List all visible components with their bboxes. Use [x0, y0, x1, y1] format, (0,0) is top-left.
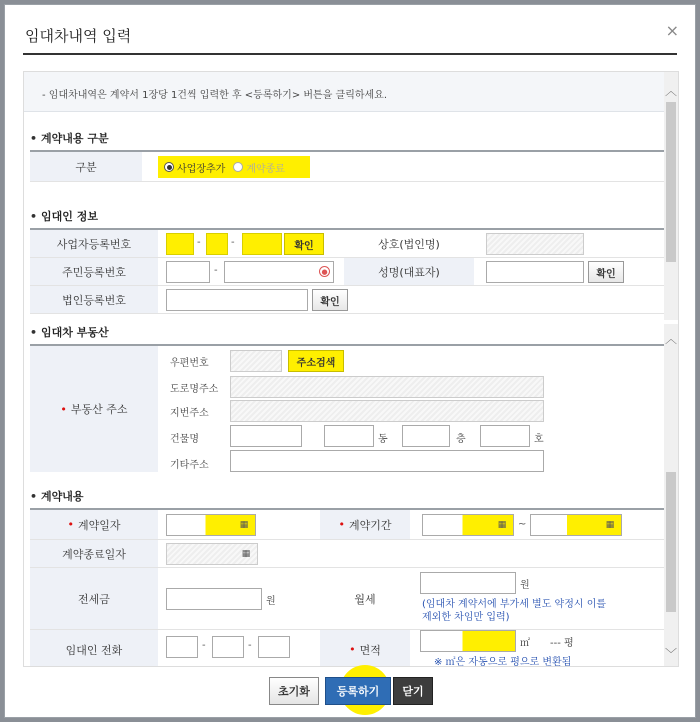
- section-contract-type-title: • 계약내용 구분: [30, 130, 109, 146]
- dash: -: [231, 237, 235, 248]
- contract-date-input[interactable]: [166, 514, 256, 536]
- phone-part3-input[interactable]: [258, 636, 290, 658]
- dialog: [4, 4, 696, 718]
- dong-unit: 동: [378, 434, 388, 445]
- contract-date-label: [30, 510, 158, 539]
- required-mark: •: [338, 518, 345, 531]
- scroll-down-icon[interactable]: ﹀: [664, 647, 677, 661]
- contract-date-label-text: 계약일자: [77, 518, 121, 532]
- contract-type-table: [30, 150, 664, 182]
- resident-no-row: [30, 258, 664, 286]
- end-date-label: 계약종료일자: [30, 540, 158, 567]
- deposit-label: 전세금: [30, 568, 158, 629]
- monthly-rent-note: (임대차 계약서에 부가세 별도 약정시 이를 제외한 차임만 입력): [422, 599, 607, 623]
- end-date-row: [30, 540, 664, 568]
- radio-contract-end[interactable]: [233, 160, 285, 175]
- biz-no-part2-input[interactable]: [206, 233, 228, 255]
- scrollbar-top[interactable]: [664, 72, 678, 320]
- resident-no-label: 주민등록번호: [30, 258, 158, 285]
- floor-input[interactable]: [402, 425, 450, 447]
- address-search-button[interactable]: 주소검색: [288, 350, 344, 372]
- monthly-rent-label: 월세: [320, 568, 410, 629]
- contract-type-row: [30, 152, 664, 182]
- contract-type-radio-group: [158, 156, 310, 178]
- pyeong-value: --- 평: [550, 638, 574, 649]
- ho-input[interactable]: [480, 425, 530, 447]
- lot-address-input[interactable]: [230, 400, 544, 422]
- monthly-rent-input[interactable]: [420, 572, 516, 594]
- tilde: ~: [518, 519, 527, 530]
- calendar-icon[interactable]: ▦: [605, 520, 615, 530]
- close-icon[interactable]: ×: [665, 21, 679, 40]
- property-address-label: [30, 346, 158, 472]
- radio-unchecked-icon[interactable]: [233, 162, 243, 172]
- section-landlord-title: • 임대인 정보: [30, 208, 98, 224]
- corp-no-row: [30, 286, 664, 314]
- monthly-rent-unit: 원: [520, 580, 530, 591]
- required-mark: •: [67, 518, 74, 531]
- contract-table: [30, 508, 664, 667]
- calendar-icon[interactable]: ▦: [497, 520, 507, 530]
- dash: -: [202, 640, 206, 651]
- phone-part1-input[interactable]: [166, 636, 198, 658]
- company-input[interactable]: [486, 233, 584, 255]
- end-date-input[interactable]: [166, 543, 258, 565]
- resident-no-part2-input[interactable]: [224, 261, 334, 283]
- road-address-input[interactable]: [230, 376, 544, 398]
- ho-unit: 호: [534, 434, 544, 445]
- scrollbar-thumb[interactable]: [666, 102, 676, 262]
- dash: -: [248, 640, 252, 651]
- scrollbar-bottom[interactable]: [664, 324, 678, 667]
- building-name-label: 건물명: [170, 434, 199, 445]
- period-end-input[interactable]: [530, 514, 622, 536]
- keypad-icon[interactable]: ●: [319, 266, 330, 277]
- biz-no-row: [30, 230, 664, 258]
- biz-no-label: 사업자등록번호: [30, 230, 158, 257]
- reset-button[interactable]: 초기화: [269, 677, 319, 705]
- phone-area-row: [30, 630, 664, 667]
- landlord-phone-label: 임대인 전화: [30, 630, 158, 667]
- footer-buttons: [5, 675, 695, 709]
- required-mark: •: [60, 402, 67, 416]
- scrollbar-thumb[interactable]: [666, 472, 676, 612]
- etc-address-input[interactable]: [230, 450, 544, 472]
- dialog-title: 임대차내역 입력: [25, 27, 132, 45]
- zip-label: 우편번호: [170, 358, 209, 369]
- section-property-title: • 임대차 부동산: [30, 324, 109, 340]
- close-button[interactable]: 닫기: [393, 677, 433, 705]
- area-unit: ㎡: [520, 638, 530, 649]
- rep-name-label: 성명(대표자): [344, 258, 474, 285]
- corp-no-input[interactable]: [166, 289, 308, 311]
- corp-confirm-button[interactable]: 확인: [312, 289, 348, 311]
- rep-name-input[interactable]: [486, 261, 584, 283]
- biz-no-confirm-button[interactable]: 확인: [284, 233, 324, 255]
- biz-no-part3-input[interactable]: [242, 233, 282, 255]
- period-start-input[interactable]: [422, 514, 514, 536]
- area-input[interactable]: [420, 630, 516, 652]
- dash: -: [197, 237, 201, 248]
- required-mark: •: [349, 643, 356, 656]
- property-table: [30, 344, 664, 472]
- rent-row: [30, 568, 664, 630]
- property-address-label-text: 부동산 주소: [70, 403, 128, 416]
- company-label: 상호(법인명): [344, 230, 474, 257]
- area-note: ※ ㎡은 자동으로 평으로 변환됨: [434, 657, 572, 667]
- phone-part2-input[interactable]: [212, 636, 244, 658]
- rep-confirm-button[interactable]: 확인: [588, 261, 624, 283]
- calendar-icon[interactable]: ▦: [241, 549, 251, 559]
- resident-no-part1-input[interactable]: [166, 261, 210, 283]
- deposit-input[interactable]: [166, 588, 262, 610]
- etc-address-label: 기타주소: [170, 460, 209, 471]
- lot-address-label: 지번주소: [170, 408, 209, 419]
- road-address-label: 도로명주소: [170, 384, 219, 395]
- contract-period-label: [320, 510, 410, 539]
- corp-no-label: 법인등록번호: [30, 286, 158, 313]
- area-label: [320, 630, 410, 667]
- scroll-up-icon[interactable]: ︿: [664, 332, 677, 346]
- contract-date-row: [30, 510, 664, 540]
- deposit-unit: 원: [266, 596, 276, 607]
- section-contract-title: • 계약내용: [30, 488, 84, 504]
- floor-unit: 층: [456, 434, 466, 445]
- radio-contract-end-label: 계약종료: [246, 163, 285, 175]
- calendar-icon[interactable]: ▦: [239, 520, 249, 530]
- notice-text: - 임대차내역은 계약서 1장당 1건씩 입력한 후 <등록하기> 버튼을 클릭하세요.: [24, 72, 664, 112]
- dong-input[interactable]: [324, 425, 374, 447]
- building-name-input[interactable]: [230, 425, 302, 447]
- area-label-text: 면적: [359, 643, 381, 657]
- zip-input[interactable]: [230, 350, 282, 372]
- title-divider: [23, 53, 677, 55]
- radio-checked-icon[interactable]: [164, 162, 174, 172]
- contract-period-label-text: 계약기간: [348, 518, 392, 532]
- radio-add-site-label: 사업장추가: [177, 163, 226, 175]
- dash: -: [214, 265, 218, 276]
- contract-type-label: 구분: [30, 152, 142, 181]
- radio-add-site[interactable]: [164, 160, 225, 175]
- register-button[interactable]: 등록하기: [325, 677, 391, 705]
- biz-no-part1-input[interactable]: [166, 233, 194, 255]
- form-scroll-area: [23, 71, 679, 667]
- scroll-up-icon[interactable]: ︿: [664, 84, 677, 98]
- landlord-table: [30, 228, 664, 314]
